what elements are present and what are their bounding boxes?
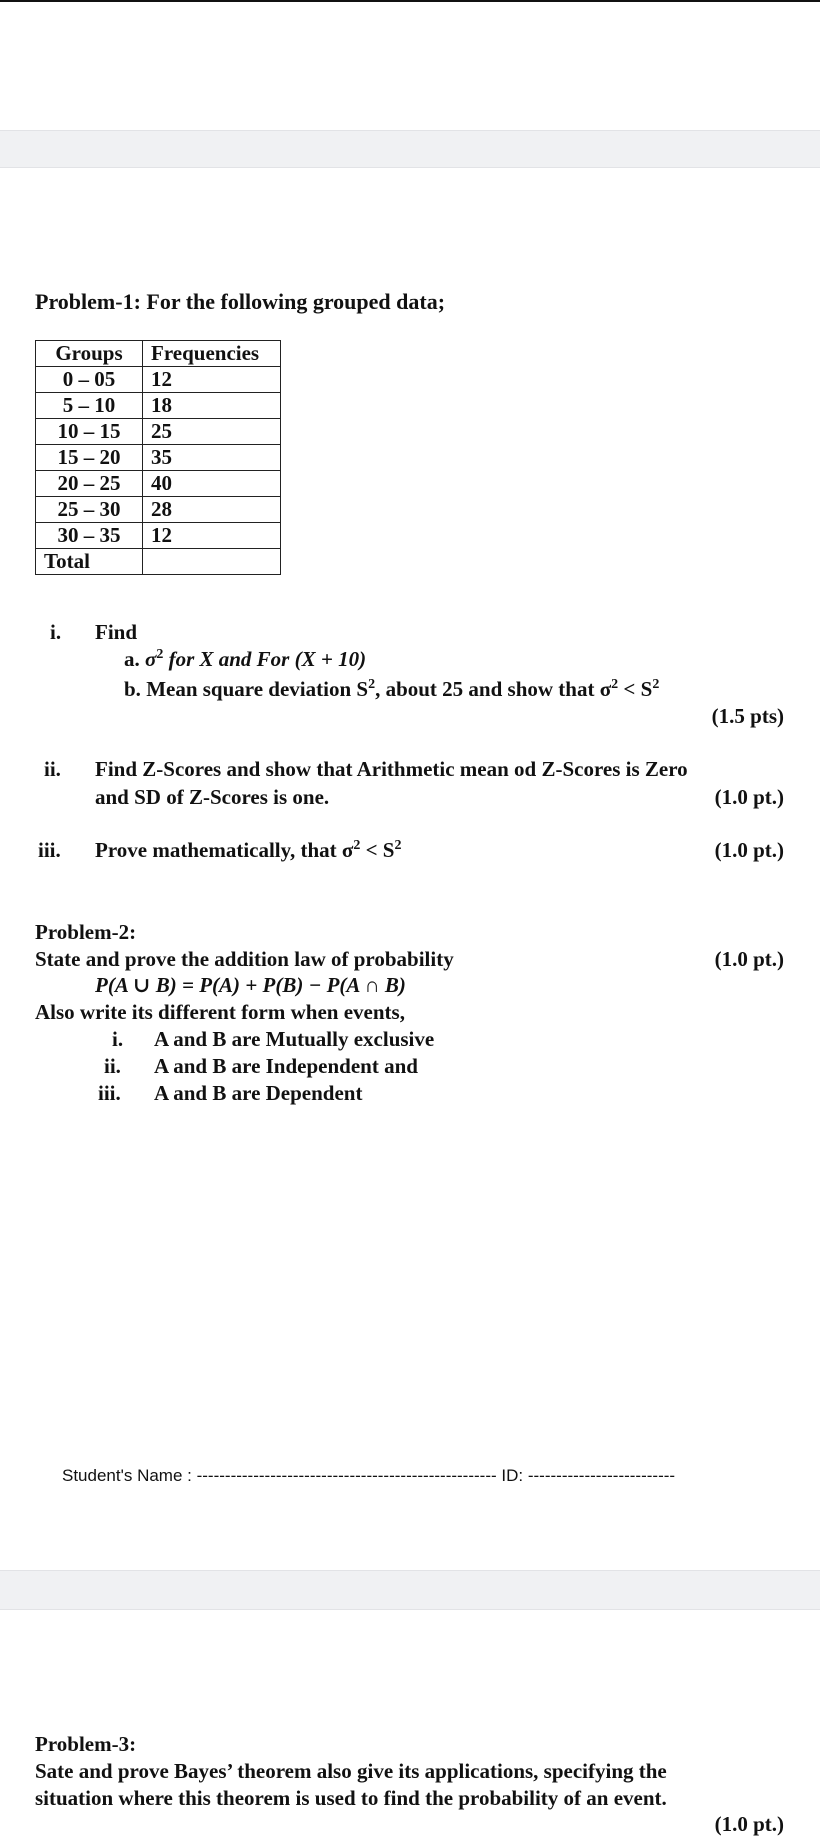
table-row bbox=[36, 393, 281, 419]
page-top-border bbox=[0, 0, 820, 2]
grouped-data-table bbox=[35, 340, 281, 575]
item-a-rest: for X and For (X + 10) bbox=[163, 647, 367, 671]
list-item-number: iii. bbox=[98, 1081, 121, 1105]
question-iii-points: (1.0 pt.) bbox=[714, 838, 784, 862]
item-b-sup3: 2 bbox=[652, 677, 660, 692]
item-b-text1: Mean square deviation S bbox=[146, 677, 369, 701]
question-ii-number: ii. bbox=[44, 757, 61, 781]
list-item: A and B are Independent and bbox=[154, 1054, 418, 1078]
question-i-points: (1.5 pts) bbox=[711, 704, 784, 728]
page-separator bbox=[0, 1570, 820, 1610]
list-item-number: ii. bbox=[104, 1054, 121, 1078]
question-iii-sup1: 2 bbox=[353, 838, 361, 853]
question-ii-points: (1.0 pt.) bbox=[714, 785, 784, 809]
frequency-cell: 28 bbox=[143, 497, 281, 523]
addition-law-formula: P(A ∪ B) = P(A) + P(B) − P(A ∩ B) bbox=[95, 973, 406, 997]
problem-1-heading: Problem-1: For the following grouped data; bbox=[35, 289, 446, 314]
list-item: A and B are Mutually exclusive bbox=[154, 1027, 435, 1051]
frequency-cell: 12 bbox=[143, 523, 281, 549]
table-row bbox=[36, 523, 281, 549]
table-row bbox=[36, 445, 281, 471]
student-id-label: ID: bbox=[501, 1466, 524, 1485]
frequencies-header: Frequencies bbox=[143, 341, 281, 367]
frequency-cell: 18 bbox=[143, 393, 281, 419]
frequency-cell: 40 bbox=[143, 471, 281, 497]
question-i-number: i. bbox=[50, 620, 62, 644]
group-cell: 5 – 10 bbox=[36, 393, 143, 419]
item-b-label: b. bbox=[124, 677, 141, 701]
question-iii-number: iii. bbox=[38, 838, 61, 862]
list-item: A and B are Dependent bbox=[154, 1081, 363, 1105]
question-iii-text1: Prove mathematically, that σ bbox=[95, 838, 354, 862]
item-b-text2: , about 25 and show that σ bbox=[375, 677, 612, 701]
group-cell: 20 – 25 bbox=[36, 471, 143, 497]
groups-header: Groups bbox=[36, 341, 143, 367]
item-b-sup2: 2 bbox=[611, 677, 619, 692]
problem-3-line2: situation where this theorem is used to find the probability of an event. bbox=[35, 1786, 667, 1810]
table-header-row bbox=[36, 341, 281, 367]
item-b-sup1: 2 bbox=[368, 677, 376, 692]
item-a-label: a. bbox=[124, 647, 140, 671]
student-id-blank: -------------------------- bbox=[527, 1466, 676, 1485]
total-label: Total bbox=[36, 549, 143, 575]
problem-3-points: (1.0 pt.) bbox=[714, 1812, 784, 1836]
question-i-text: Find bbox=[95, 620, 138, 644]
table-row bbox=[36, 419, 281, 445]
table-row bbox=[36, 471, 281, 497]
question-iii-sup2: 2 bbox=[394, 838, 402, 853]
frequency-cell: 12 bbox=[143, 367, 281, 393]
problem-2-heading: Problem-2: bbox=[35, 920, 137, 944]
problem-2-line2: Also write its different form when events, bbox=[35, 1000, 405, 1024]
group-cell: 25 – 30 bbox=[36, 497, 143, 523]
question-ii-line2: and SD of Z-Scores is one. bbox=[95, 785, 330, 809]
group-cell: 0 – 05 bbox=[36, 367, 143, 393]
question-i-a bbox=[124, 647, 366, 675]
problem-3-heading: Problem-3: bbox=[35, 1732, 137, 1756]
list-item-number: i. bbox=[112, 1027, 124, 1051]
student-name-blank: ----------------------------------------------------- bbox=[196, 1466, 497, 1485]
item-a-sup: 2 bbox=[156, 647, 164, 662]
question-ii-line1: Find Z-Scores and show that Arithmetic mean od Z-Scores is Zero bbox=[95, 757, 688, 781]
frequency-cell: 35 bbox=[143, 445, 281, 471]
table-row bbox=[36, 367, 281, 393]
table-row bbox=[36, 497, 281, 523]
group-cell: 10 – 15 bbox=[36, 419, 143, 445]
item-a-sigma: σ bbox=[145, 647, 157, 671]
group-cell: 30 – 35 bbox=[36, 523, 143, 549]
table-total-row bbox=[36, 549, 281, 575]
frequency-cell: 25 bbox=[143, 419, 281, 445]
problem-3-line1: Sate and prove Bayes’ theorem also give its applications, specifying the bbox=[35, 1759, 667, 1783]
question-iii-text bbox=[95, 838, 401, 866]
group-cell: 15 – 20 bbox=[36, 445, 143, 471]
item-b-text3: < S bbox=[618, 677, 653, 701]
question-i-b bbox=[124, 677, 659, 705]
student-name-label: Student's Name : bbox=[62, 1466, 192, 1485]
problem-2-points: (1.0 pt.) bbox=[714, 947, 784, 971]
student-info-line bbox=[62, 1466, 675, 1486]
page-separator bbox=[0, 130, 820, 168]
total-value bbox=[143, 549, 281, 575]
question-iii-text2: < S bbox=[360, 838, 395, 862]
problem-2-line1: State and prove the addition law of probability bbox=[35, 947, 454, 971]
